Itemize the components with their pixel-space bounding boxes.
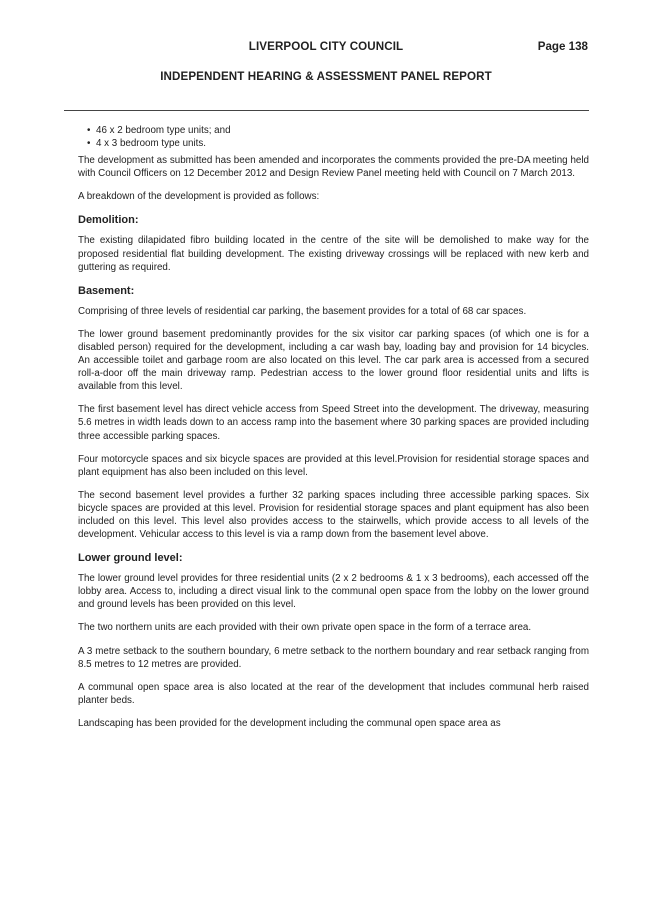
paragraph: The lower ground level provides for three residential units (2 x 2 bedrooms & 1 x 3 bedrooms), each accessed off the lobby area. Access to, including a direct visual link to the communal open space from the lobby on the lower ground and ground levels has been provided on this level. xyxy=(78,573,589,611)
paragraph: Four motorcycle spaces and six bicycle spaces are provided at this level.Provision for residential storage spaces and plant equipment has also been included on this level. xyxy=(78,453,589,478)
section-heading-basement: Basement: xyxy=(78,284,135,297)
section-heading-demolition: Demolition: xyxy=(78,214,139,227)
list-item: • 46 x 2 bedroom type units; and xyxy=(96,124,589,137)
paragraph: The existing dilapidated fibro building located in the centre of the site will be demolished to make way for the proposed residential flat building development. The existing driveway crossings will be replaced with new kerb and guttering as required. xyxy=(78,235,589,273)
paragraph: The lower ground basement predominantly provides for the six visitor car parking spaces (of which one is for a disabled person) required for the development, including a car wash bay, loading bay and provision for 14 bicycles. An accessible toilet and garbage room are also located on this level. The car park area is accessed from a secured roll-a-door off the main driveway ramp. Pedestrian access to the lower ground floor residential units and lifts is available from this level. xyxy=(78,328,589,393)
paragraph: The two northern units are each provided with their own private open space in the form of a terrace area. xyxy=(78,622,532,634)
page-number: Page 138 xyxy=(537,40,588,53)
paragraph: Landscaping has been provided for the development including the communal open space area as xyxy=(78,717,501,729)
paragraph: The second basement level provides a further 32 parking spaces including three accessible parking spaces. Six bicycle spaces are provided at this level. Provision for residential storage spaces and plant equipment has also been included on this level. This level also provides access to the stairwells, which provide access to all levels of the development. Vehicular access to this level is via a ramp down from the basement level above. xyxy=(78,489,589,541)
paragraph: A 3 metre setback to the southern boundary, 6 metre setback to the northern boundary and rear setback ranging from 8.5 metres to 12 metres are provided. xyxy=(78,645,589,670)
report-body xyxy=(78,124,589,740)
section-heading-lower-ground: Lower ground level: xyxy=(78,552,183,565)
unit-type-list xyxy=(78,124,589,150)
council-name: LIVERPOOL CITY COUNCIL xyxy=(248,40,404,53)
paragraph: A communal open space area is also located at the rear of the development that includes communal herb raised planter beds. xyxy=(78,681,589,706)
paragraph: A breakdown of the development is provided as follows: xyxy=(78,191,320,203)
paragraph: The first basement level has direct vehicle access from Speed Street into the development. The driveway, measuring 5.6 metres in width leads down to an access ramp into the basement where 30 parking spaces are provided including three accessible parking spaces. xyxy=(78,404,589,442)
paragraph: The development as submitted has been amended and incorporates the comments provided the pre-DA meeting held with Council Officers on 12 December 2012 and Design Review Panel meeting held with Council on 7 March 2013. xyxy=(78,155,589,180)
list-item: • 4 x 3 bedroom type units. xyxy=(96,137,589,150)
report-title: INDEPENDENT HEARING & ASSESSMENT PANEL REPORT xyxy=(160,70,492,83)
paragraph: Comprising of three levels of residential car parking, the basement provides for a total of 68 car spaces. xyxy=(78,305,527,317)
header-divider xyxy=(64,110,589,111)
